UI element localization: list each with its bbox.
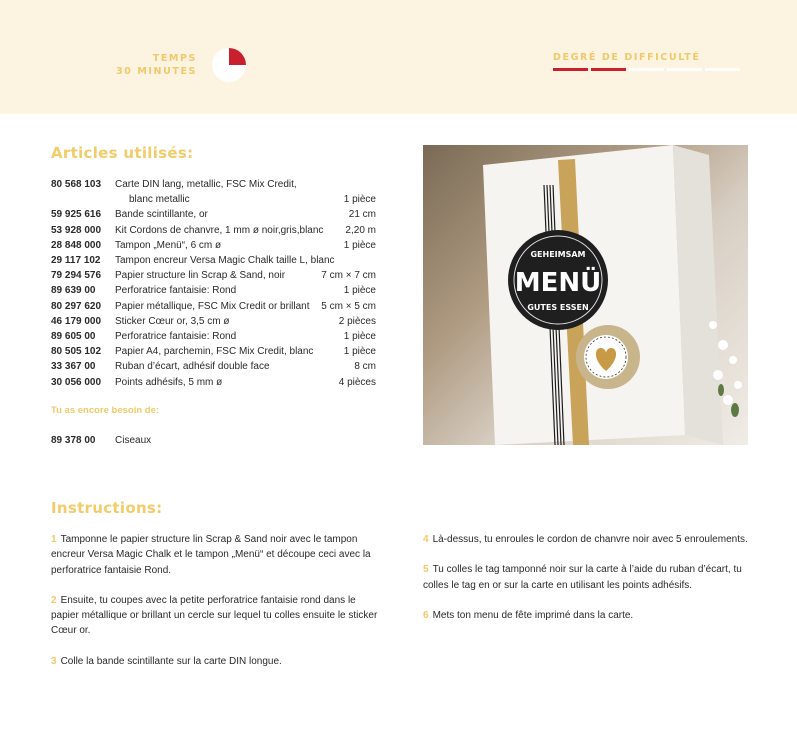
item-number: 28 848 000 [51,239,102,251]
item-description: Papier métallique, FSC Mix Credit or brillant [115,300,310,312]
article-row [51,344,376,359]
instructions-column-1 [51,532,381,684]
difficulty-bar [553,68,588,71]
difficulty-bar [629,68,664,71]
step-number: 5 [423,564,429,576]
articles-list [51,177,376,390]
step-number: 6 [423,609,429,621]
time-value: 30 MINUTES [116,66,197,77]
tag-main-text: MENÜ [514,268,602,298]
item-quantity: 2 pièces [338,315,376,327]
article-row [51,253,376,268]
articles-title: Articles utilisés: [51,144,194,162]
difficulty-bar [591,68,626,71]
item-number: 46 179 000 [51,315,102,327]
tag-top-text: GEHEIMSAM [530,250,586,259]
article-row [51,238,376,253]
item-number: 89 378 00 [51,435,96,446]
item-quantity [368,253,376,268]
item-quantity: 1 pièce [343,331,376,343]
item-number: 80 505 102 [51,346,102,358]
instruction-step [51,532,381,578]
step-text: Ensuite, tu coupes avec la petite perforatrice fantaisie rond dans le papier métallique or brillant un cercle sur lequel tu colles ensuite le sticker Cœur or. [51,594,378,637]
difficulty-label: DEGRÉ DE DIFFICULTÉ [553,52,701,63]
article-row [51,207,376,222]
article-row [51,223,376,238]
time-label: TEMPS [152,53,197,64]
item-number: 30 056 000 [51,376,102,388]
difficulty-bar [705,68,740,71]
item-quantity: 1 pièce [343,239,376,251]
item-description: Papier structure lin Scrap & Sand, noir [115,270,286,282]
article-row [51,329,376,344]
item-description: Carte DIN lang, metallic, FSC Mix Credit, [115,179,297,190]
item-description: Tampon encreur Versa Magic Chalk taille L, blanc [115,255,335,267]
article-row [51,268,376,283]
card-illustration [423,145,748,445]
item-description: Tampon „Menü“, 6 cm ø [115,239,222,251]
item-description: Papier A4, parchemin, FSC Mix Credit, blanc [115,346,314,358]
article-row [51,299,376,314]
item-number: 29 117 102 [51,255,101,267]
item-number: 79 294 576 [51,270,102,282]
instructions-column-2 [423,532,753,638]
item-number: 53 928 000 [51,224,102,236]
item-description-cont: blanc metallic [129,194,190,206]
item-quantity: 5 cm × 5 cm [321,300,376,312]
item-quantity: 8 cm [354,361,376,373]
instruction-step [51,593,381,639]
article-row [51,314,376,329]
item-description: Sticker Cœur or, 3,5 cm ø [115,315,230,327]
step-number: 2 [51,594,57,606]
article-row [51,283,376,298]
article-row [51,359,376,374]
tag-bottom-text: GUTES ESSEN [527,303,589,312]
time-indicator [116,52,197,78]
item-description: Ruban d’écart, adhésif double face [115,361,270,373]
difficulty-bar [667,68,702,71]
instruction-step [423,562,753,593]
item-description: Perforatrice fantaisie: Rond [115,331,237,343]
instruction-step [423,532,753,547]
step-number: 3 [51,655,57,667]
instruction-step [423,608,753,623]
step-number: 1 [51,534,57,545]
item-number: 89 639 00 [51,285,96,297]
item-quantity: 4 pièces [338,376,376,388]
item-quantity: 1 pièce [343,346,376,358]
instructions-title: Instructions: [51,499,163,517]
item-quantity: 7 cm × 7 cm [321,270,376,282]
need-label: Tu as encore besoin de: [51,405,160,416]
item-description: Bande scintillante, or [115,209,208,221]
product-photo [423,145,748,445]
item-number: 33 367 00 [51,361,96,373]
extra-item [51,435,151,446]
item-quantity: 2,20 m [345,224,376,236]
item-number: 80 568 103 [51,179,102,190]
step-text: Là-dessus, tu enroules le cordon de chanvre noir avec 5 enroulements. [432,534,748,545]
difficulty-meter [553,68,740,71]
clock-icon [212,48,246,82]
step-text: Tamponne le papier structure lin Scrap & Sand noir avec le tampon encreur Versa Magic Chalk et le tampon „Menü“ et découpe ceci avec la perforatrice fantaisie Rond. [51,534,371,576]
step-text: Colle la bande scintillante sur la carte DIN longue. [60,655,282,667]
step-text: Tu colles le tag tamponné noir sur la carte à l’aide du ruban d’écart, tu colles le tag en or sur la carte en utilisant les points adhésifs. [423,564,742,591]
item-number: 59 925 616 [51,209,102,221]
item-quantity: 1 pièce [343,285,376,297]
step-text: Mets ton menu de fête imprimé dans la carte. [432,609,634,621]
instruction-step [51,654,381,669]
item-description: Ciseaux [115,435,152,446]
item-number: 89 605 00 [51,331,96,343]
article-row [51,375,376,390]
item-number: 80 297 620 [51,300,102,312]
item-quantity: 1 pièce [343,194,376,206]
clock-fill [229,48,246,65]
item-description: Perforatrice fantaisie: Rond [115,285,237,297]
item-description: Points adhésifs, 5 mm ø [115,376,223,388]
step-number: 4 [423,534,429,545]
article-row [51,177,376,207]
item-quantity: 21 cm [348,209,376,221]
item-description: Kit Cordons de chanvre, 1 mm ø noir,gris,blanc [115,224,324,236]
